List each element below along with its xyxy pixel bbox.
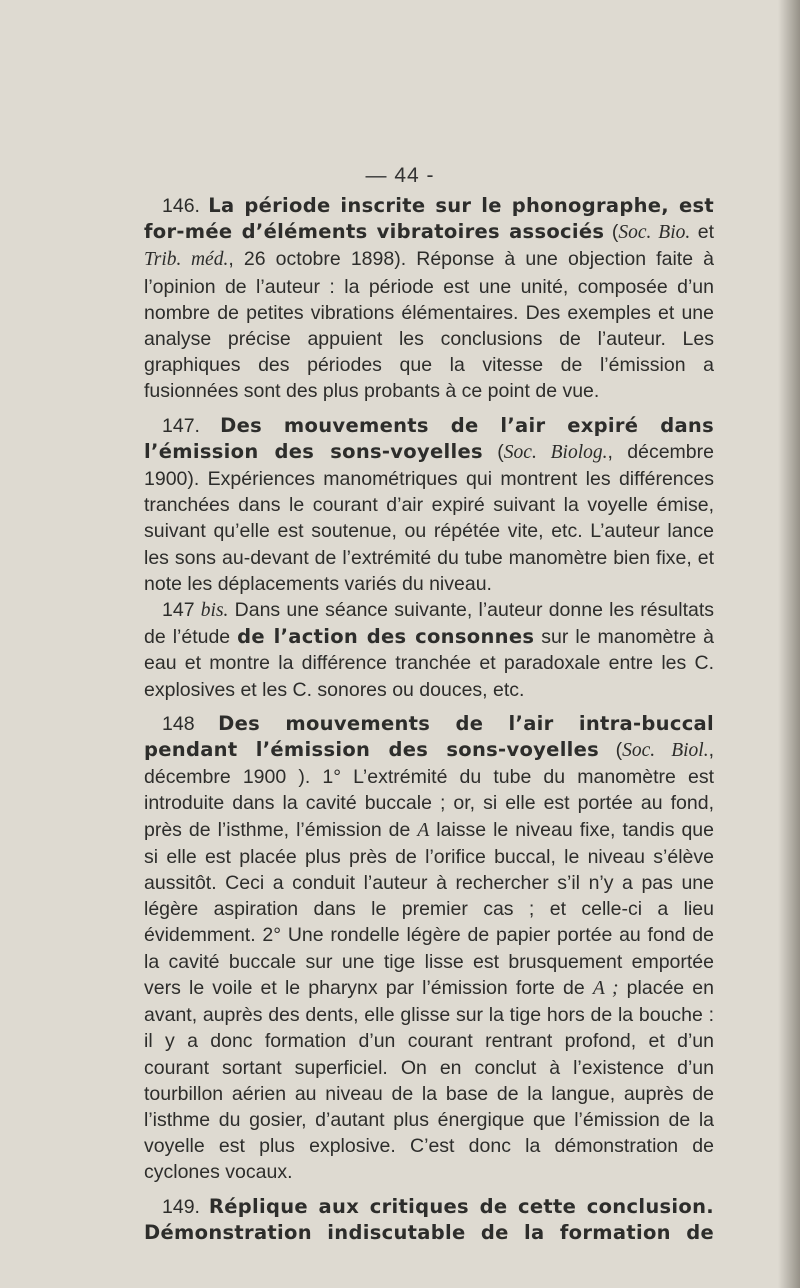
entry-body: sur le manomètre à eau et montre la différence tranchée et paradoxale entre les C. explosives et les C. sonores ou douces, etc. [144,626,715,701]
paragraph-147-bis [144,597,714,703]
page-edge-shadow [778,0,800,1288]
page-number: — 44 - [365,164,435,187]
paragraph-148: 148 Des mouvements de l’air intra-buccal pendant l’émission des sons-voyelles (Soc. Biol., décembre 1900 ). 1° L’extrémité du tube du manomètre est introduite dans la cavité buccale ; or, si elle est portée au fond, près de l’isthme, l’émission de A laisse le niveau fixe, tandis que si elle est placée plus près de l’orifice buccal, le niveau s’élève aussitôt. Ceci a conduit l’auteur à rechercher s’il n’y a pas une légère aspiration dans le premier cas ; et celle-ci a lieu évidemment. 2° Une rondelle légère de papier portée au fond de la cavité buccale sur une tige lisse est brusquement emportée vers le voile et le pharynx par l’émission forte de A ; placée en avant, auprès des dents, elle glisse sur la tige hors de la bouche : il y a donc formation d’un courant rentrant profond, et d’un courant sortant superficiel. On en conclut à l’existence d’un tourbillon aérien au niveau de la base de la langue, auprès de l’isthme du gosier, d’autant plus énergique que l’émission de la voyelle est plus explosive. C’est donc la démonstration de cyclones vocaux. [144,711,714,1184]
entry-body: Expériences manométriques qui montrent les différences tranchées dans le courant d’air expiré suivant la voyelle émise, suivant qu’elle est soutenue, ou répétée vite, etc. L’auteur lance les sons au-devant de l’extrémité du tube manomètre bien fixe, et note les déplacements variés du niveau. [144,468,714,595]
entry-body: laisse le niveau fixe, tandis que si elle est placée plus près de l’orifice buccal, le niveau s’élève aussitôt. Ceci a conduit l’auteur à rechercher s’il n’y a pas une légère aspiration dans le premier cas ; et celle-ci a lieu évidemment. 2° Une rondelle légère de papier portée au fond de la cavité buccale sur une tige lisse est brusquement emportée vers le voile et le pharynx par l’émission forte de [144,818,714,999]
journal-reference: Soc. Biol. [622,740,709,762]
journal-reference: Soc. Biolog. [503,441,608,463]
entry-title: Des mouvements de l’air expiré dans l’émission des sons-voyelles [144,413,715,463]
paragraph-149 [144,1194,714,1246]
entry-number: 147 [162,599,195,622]
entry-title: La période inscrite sur le phonographe, est for-mée d’éléments vibratoires associés [144,194,714,244]
entry-body: 1° L’extrémité du tube du manomètre est introduite dans la cavité buccale ; or, si elle est portée au fond, près de l’isthme, l’émission de [144,766,714,841]
entry-number: 146. [162,195,200,217]
journal-reference: Soc. Bio. [618,222,691,244]
entry-emphasis: de l’action des consonnes [237,625,535,649]
entry-number: 149. [162,1195,200,1218]
entry-body: placée en avant, auprès des dents, elle glisse sur la tige hors de la bouche : il y a donc formation d’un courant rentrant profond, et d’un courant sortant superficiel. On en conclut à l’existence d’un tourbillon aérien au niveau de la base de la langue, auprès de l’isthme du gosier, d’autant plus énergique que l’émission de la voyelle est plus explosive. C’est donc la démonstration de cyclones vocaux. [144,976,714,1184]
entry-number: 148 [162,712,195,735]
journal-reference: Trib. méd. [144,249,229,271]
page-body [144,193,714,1246]
entry-body: Réponse à une objection faite à l’opinion de l’auteur : la période est une unité, composée d’un nombre de petites vibrations élémentaires. Des exemples et une analyse précise appuient les conclusions de l’auteur. Les graphiques des périodes que la vitesse de l’émission a fusionnées sont des plus probants à ce point de vue. [144,248,714,403]
bis-label: bis. [200,600,229,622]
vowel-symbol: A ; [592,977,619,999]
entry-number: 147. [162,414,200,437]
entry-title: Des mouvements de l’air intra-buccal pendant l’émission des sons-voyelles [144,711,714,762]
vowel-symbol: A [417,819,430,841]
paragraph-146: 146. La période inscrite sur le phonographe, est for-mée d’éléments vibratoires associés (Soc. Bio. et Trib. méd., 26 octobre 1898). Réponse à une objection faite à l’opinion de l’auteur : la période est une unité, composée d’un nombre de petites vibrations élémentaires. Des exemples et une analyse précise appuient les conclusions de l’auteur. Les graphiques des périodes que la vitesse de l’émission a fusionnées sont des plus probants à ce point de vue. [144,194,715,403]
entry-title: Réplique aux critiques de cette conclusion. Démonstration indiscutable de la formation de [144,1194,714,1244]
paragraph-147: 147. Des mouvements de l’air expiré dans l’émission des sons-voyelles (Soc. Biolog., décembre 1900). Expériences manométriques qui montrent les différences tranchées dans le courant d’air expiré suivant la voyelle émise, suivant qu’elle est soutenue, ou répétée vite, etc. L’auteur lance les sons au-devant de l’extrémité du tube manomètre bien fixe, et note les déplacements variés du niveau. [144,413,715,595]
entry-body: Dans une séance suivante, l’auteur donne les résultats de l’étude [144,599,714,649]
